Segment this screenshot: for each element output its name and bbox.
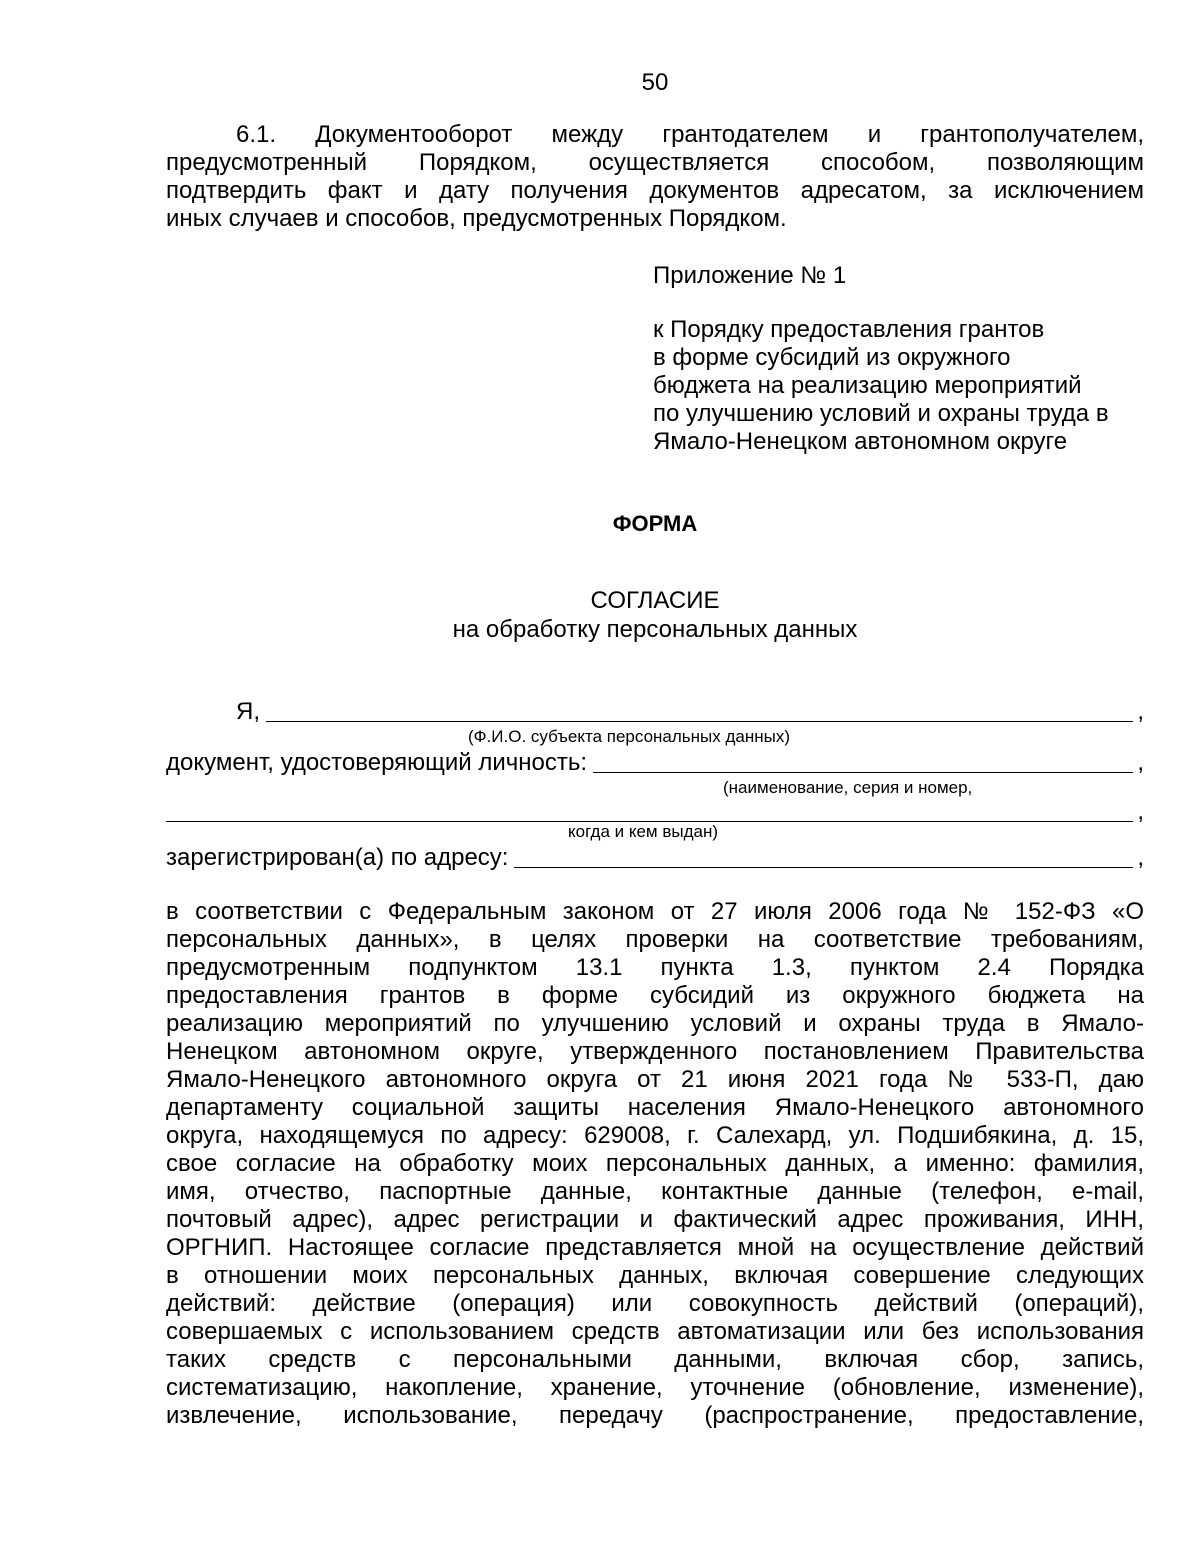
appendix-line: бюджета на реализацию мероприятий [653, 372, 1082, 399]
document-hint-2: когда и кем выдан) [568, 822, 719, 841]
name-field-row [166, 696, 1144, 726]
consent-line: систематизацию, накопление, хранение, уточнение (обновление, изменение), [166, 1374, 1144, 1401]
paragraph-line: иных случаев и способов, предусмотренных Порядком. [166, 205, 787, 232]
appendix-reference [653, 316, 1109, 456]
document-input-line[interactable] [593, 748, 1133, 773]
document-hint-1: (наименование, серия и номер, [723, 778, 973, 797]
name-hint: (Ф.И.О. субъекта персональных данных) [468, 727, 791, 746]
form-subtitle: на обработку персональных данных [452, 616, 858, 643]
consent-paragraph [166, 898, 1144, 1430]
comma: , [1137, 844, 1144, 871]
consent-line: в соответствии с Федеральным законом от 27 июля 2006 года № 152-ФЗ «О [166, 898, 1144, 925]
consent-line: округа, находящемуся по адресу: 629008, г. Салехард, ул. Подшибякина, д. 15, [166, 1122, 1144, 1149]
comma: , [1137, 749, 1144, 776]
document-label: документ, удостоверяющий личность: [166, 749, 588, 776]
comma: , [1137, 798, 1144, 825]
paragraph-line: предусмотренный Порядком, осуществляется способом, позволяющим [166, 149, 1144, 176]
paragraph-line: 6.1. Документооборот между грантодателем и грантополучателем, [236, 121, 1144, 148]
paragraph-line: подтвердить факт и дату получения документов адресатом, за исключением [166, 177, 1144, 204]
appendix-line: по улучшению условий и охраны труда в [653, 400, 1109, 427]
address-input-line[interactable] [514, 843, 1133, 868]
appendix-line: к Порядку предоставления грантов [653, 316, 1045, 343]
consent-line: имя, отчество, паспортные данные, контактные данные (телефон, e-mail, [166, 1178, 1144, 1205]
consent-line: совершаемых с использованием средств автоматизации или без использования [166, 1318, 1144, 1345]
consent-line: персональных данных», в целях проверки на соответствие требованиям, [166, 926, 1144, 953]
consent-line: таких средств с персональными данными, включая сбор, запись, [166, 1346, 1144, 1373]
address-field-row [166, 842, 1144, 872]
document-issue-input-line[interactable] [166, 797, 1133, 822]
consent-line: извлечение, использование, передачу (распространение, предоставление, [166, 1402, 1144, 1429]
section-6-1-paragraph [166, 121, 1144, 233]
consent-line: департаменту социальной защиты населения Ямало-Ненецкого автономного [166, 1094, 1144, 1121]
appendix-line: в форме субсидий из окружного [653, 344, 1011, 371]
consent-line: действий: действие (операция) или совокупность действий (операций), [166, 1290, 1144, 1317]
page-number: 50 [641, 69, 669, 96]
consent-line: предоставления грантов в форме субсидий из окружного бюджета на [166, 982, 1144, 1009]
form-label: ФОРМА [612, 511, 698, 536]
appendix-title: Приложение № 1 [653, 262, 847, 289]
consent-line: реализацию мероприятий по улучшению условий и охраны труда в Ямало- [166, 1010, 1144, 1037]
consent-line: предусмотренным подпунктом 13.1 пункта 1.3, пунктом 2.4 Порядка [166, 954, 1144, 981]
document-field-row [166, 747, 1144, 777]
consent-line: ОРГНИП. Настоящее согласие представляется мной на осуществление действий [166, 1234, 1144, 1261]
consent-line: в отношении моих персональных данных, включая совершение следующих [166, 1262, 1144, 1289]
consent-line: Ненецком автономном округе, утвержденного постановлением Правительства [166, 1038, 1144, 1065]
comma: , [1137, 698, 1144, 725]
consent-line: Ямало-Ненецкого автономного округа от 21 июня 2021 года № 533-П, даю [166, 1066, 1144, 1093]
address-label: зарегистрирован(а) по адресу: [166, 844, 509, 871]
consent-line: почтовый адрес), адрес регистрации и фактический адрес проживания, ИНН, [166, 1206, 1144, 1233]
name-input-line[interactable] [266, 697, 1133, 722]
name-prefix: Я, [236, 698, 260, 725]
consent-line: свое согласие на обработку моих персональных данных, а именно: фамилия, [166, 1150, 1144, 1177]
form-title: СОГЛАСИЕ [590, 587, 720, 614]
appendix-line: Ямало-Ненецком автономном округе [653, 428, 1068, 455]
